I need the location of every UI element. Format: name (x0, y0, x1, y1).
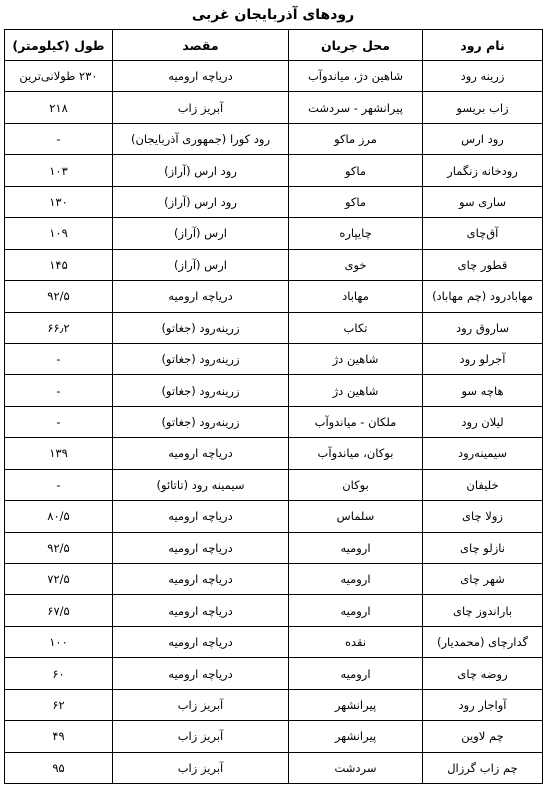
cell-flow-location: ملکان - میاندوآب (289, 406, 423, 437)
table-row (5, 689, 543, 720)
cell-river-name: روضه چای (423, 658, 543, 689)
cell-flow-location: نقده (289, 626, 423, 657)
cell-destination: دریاچه ارومیه (113, 564, 289, 595)
table-row (5, 123, 543, 154)
table-row (5, 721, 543, 752)
cell-flow-location: بوکان (289, 469, 423, 500)
cell-flow-location: پیرانشهر (289, 689, 423, 720)
cell-length: ۱۰۰ (5, 626, 113, 657)
cell-flow-location: ماکو (289, 155, 423, 186)
cell-destination: آبریز زاب (113, 721, 289, 752)
cell-destination: رود ارس (آراز) (113, 186, 289, 217)
cell-flow-location: سردشت (289, 752, 423, 783)
cell-flow-location: ارومیه (289, 658, 423, 689)
cell-flow-location: مهاباد (289, 281, 423, 312)
cell-river-name: سیمینه‌رود (423, 438, 543, 469)
cell-destination: آبریز زاب (113, 752, 289, 783)
cell-river-name: چم زاب گرزال (423, 752, 543, 783)
cell-length: - (5, 123, 113, 154)
cell-destination: دریاچه ارومیه (113, 61, 289, 92)
cell-river-name: ساروق رود (423, 312, 543, 343)
cell-length: ۲۱۸ (5, 92, 113, 123)
cell-river-name: گدارچای (محمدیار) (423, 626, 543, 657)
cell-flow-location: شاهین دژ (289, 343, 423, 374)
cell-destination: زرینه‌رود (جغاتو) (113, 312, 289, 343)
table-row (5, 61, 543, 92)
cell-flow-location: ارومیه (289, 564, 423, 595)
cell-length: ۱۴۵ (5, 249, 113, 280)
cell-destination: دریاچه ارومیه (113, 438, 289, 469)
table-row (5, 532, 543, 563)
cell-destination: ارس (آراز) (113, 218, 289, 249)
cell-river-name: آواجار رود (423, 689, 543, 720)
cell-destination: آبریز زاب (113, 689, 289, 720)
table-row (5, 438, 543, 469)
cell-length: ۱۰۳ (5, 155, 113, 186)
cell-destination: زرینه‌رود (جغاتو) (113, 343, 289, 374)
table-row (5, 501, 543, 532)
cell-flow-location: بوکان، میاندوآب (289, 438, 423, 469)
cell-river-name: رودخانه زنگمار (423, 155, 543, 186)
cell-destination: ارس (آراز) (113, 249, 289, 280)
cell-length: ۶۲ (5, 689, 113, 720)
cell-length: - (5, 469, 113, 500)
table-row (5, 752, 543, 783)
cell-destination: دریاچه ارومیه (113, 532, 289, 563)
cell-river-name: آق‌چای (423, 218, 543, 249)
table-body (5, 61, 543, 784)
cell-destination: سیمینه رود (تاتائو) (113, 469, 289, 500)
header-river-name: نام رود (423, 30, 543, 61)
cell-destination: دریاچه ارومیه (113, 281, 289, 312)
table-row (5, 658, 543, 689)
cell-length: ۹۵ (5, 752, 113, 783)
cell-destination: آبریز زاب (113, 92, 289, 123)
cell-river-name: نازلو چای (423, 532, 543, 563)
cell-flow-location: خوی (289, 249, 423, 280)
cell-river-name: باراندوز چای (423, 595, 543, 626)
cell-length: ۷۲/۵ (5, 564, 113, 595)
cell-destination: دریاچه ارومیه (113, 595, 289, 626)
cell-flow-location: سلماس (289, 501, 423, 532)
cell-river-name: زاب بریسو (423, 92, 543, 123)
cell-flow-location: مرز ماکو (289, 123, 423, 154)
cell-length: - (5, 375, 113, 406)
cell-flow-location: ماکو (289, 186, 423, 217)
cell-destination: دریاچه ارومیه (113, 626, 289, 657)
cell-destination: زرینه‌رود (جغاتو) (113, 406, 289, 437)
table-row (5, 595, 543, 626)
rivers-table (4, 29, 543, 784)
cell-river-name: چم لاوین (423, 721, 543, 752)
cell-flow-location: پیرانشهر - سردشت (289, 92, 423, 123)
cell-river-name: رود ارس (423, 123, 543, 154)
table-row (5, 469, 543, 500)
cell-length: - (5, 343, 113, 374)
cell-length: ۶۰ (5, 658, 113, 689)
table-row (5, 155, 543, 186)
cell-destination: دریاچه ارومیه (113, 501, 289, 532)
cell-river-name: لیلان رود (423, 406, 543, 437)
cell-flow-location: پیرانشهر (289, 721, 423, 752)
table-row (5, 92, 543, 123)
table-row (5, 406, 543, 437)
cell-length: ۲۳۰ طولانی‌ترین (5, 61, 113, 92)
table-row (5, 312, 543, 343)
table-row (5, 186, 543, 217)
cell-flow-location: شاهین دژ (289, 375, 423, 406)
cell-river-name: مهابادرود (چم مهاباد) (423, 281, 543, 312)
cell-river-name: آجرلو رود (423, 343, 543, 374)
cell-flow-location: ارومیه (289, 595, 423, 626)
cell-length: ۱۳۰ (5, 186, 113, 217)
header-flow-location: محل جریان (289, 30, 423, 61)
cell-length: ۹۲/۵ (5, 281, 113, 312)
table-row (5, 218, 543, 249)
cell-destination: رود ارس (آراز) (113, 155, 289, 186)
cell-river-name: خلیفان (423, 469, 543, 500)
cell-length: ۱۳۹ (5, 438, 113, 469)
cell-destination: دریاچه ارومیه (113, 658, 289, 689)
table-title: رودهای آذربایجان غربی (191, 7, 355, 23)
cell-destination: رود کورا (جمهوری آذربایجان) (113, 123, 289, 154)
cell-length: ۸۰/۵ (5, 501, 113, 532)
cell-river-name: ساری سو (423, 186, 543, 217)
cell-river-name: قطور چای (423, 249, 543, 280)
table-row (5, 249, 543, 280)
cell-length: ۹۲/۵ (5, 532, 113, 563)
cell-river-name: زولا چای (423, 501, 543, 532)
cell-river-name: شهر چای (423, 564, 543, 595)
header-length: طول (کیلومتر) (5, 30, 113, 61)
cell-destination: زرینه‌رود (جغاتو) (113, 375, 289, 406)
cell-river-name: زرینه رود (423, 61, 543, 92)
table-row (5, 375, 543, 406)
cell-flow-location: شاهین دژ، میاندوآب (289, 61, 423, 92)
header-destination: مقصد (113, 30, 289, 61)
cell-length: ۶۷/۵ (5, 595, 113, 626)
cell-length: ۴۹ (5, 721, 113, 752)
cell-length: ۱۰۹ (5, 218, 113, 249)
table-row (5, 626, 543, 657)
cell-length: ۶۶٫۲ (5, 312, 113, 343)
table-row (5, 281, 543, 312)
cell-flow-location: چایپاره (289, 218, 423, 249)
table-row (5, 564, 543, 595)
cell-flow-location: تکاب (289, 312, 423, 343)
cell-river-name: هاچه سو (423, 375, 543, 406)
table-row (5, 343, 543, 374)
cell-flow-location: ارومیه (289, 532, 423, 563)
cell-length: - (5, 406, 113, 437)
table-header-row (5, 30, 543, 61)
